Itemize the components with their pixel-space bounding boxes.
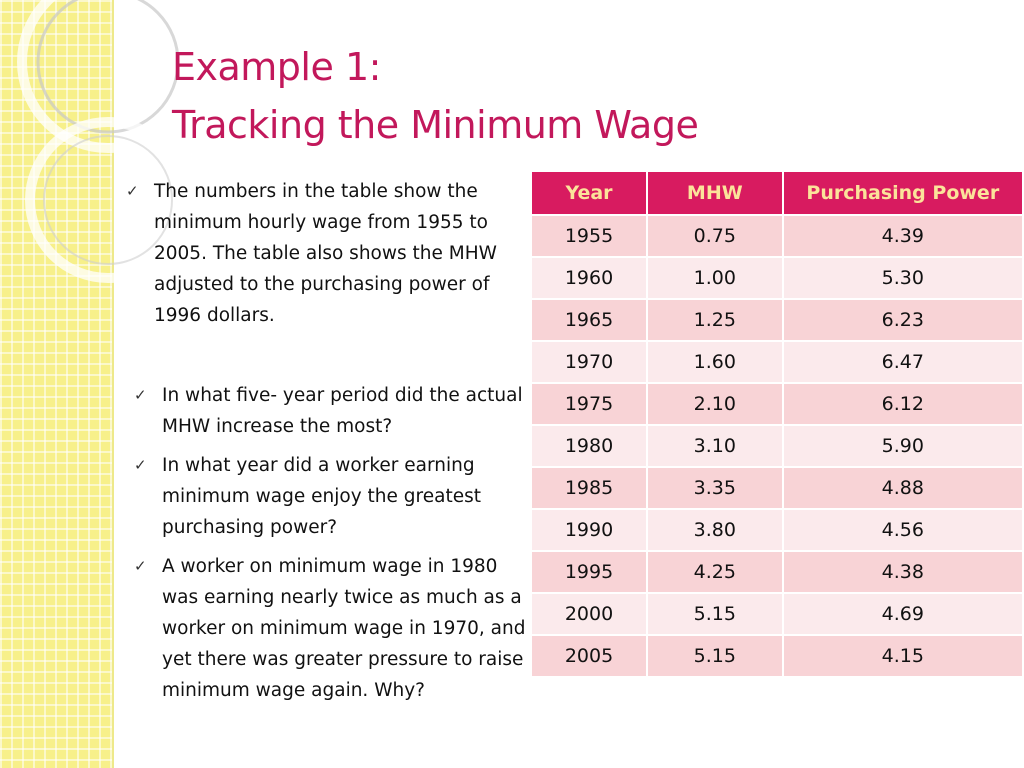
cell-mhw: 3.35 [647, 467, 783, 509]
cell-purchasing-power: 6.47 [783, 341, 1023, 383]
cell-purchasing-power: 6.23 [783, 299, 1023, 341]
intro-bullet-text: The numbers in the table show the minimum hourly wage from 1955 to 2005. The table also shows the MHW adjusted to the purchasing power of 1996 dollars. [154, 181, 497, 326]
cell-mhw: 5.15 [647, 635, 783, 677]
table-row [531, 593, 1023, 635]
slide-title-line-2: Tracking the Minimum Wage [172, 103, 699, 147]
slide-title-line-1: Example 1: [172, 45, 381, 89]
cell-year: 1985 [531, 467, 647, 509]
cell-year: 1965 [531, 299, 647, 341]
table-row [531, 509, 1023, 551]
question-bullet-text: In what five- year period did the actual MHW increase the most? [162, 385, 523, 437]
cell-purchasing-power: 4.39 [783, 215, 1023, 257]
decorative-ring-inner [38, 0, 178, 132]
question-bullet [134, 450, 526, 543]
check-mark-icon: ✓ [134, 557, 147, 575]
cell-mhw: 0.75 [647, 215, 783, 257]
question-bullet-list [134, 380, 526, 714]
table-row [531, 425, 1023, 467]
cell-purchasing-power: 5.30 [783, 257, 1023, 299]
slide-title [172, 38, 698, 154]
intro-bullet [126, 176, 522, 331]
cell-purchasing-power: 4.56 [783, 509, 1023, 551]
cell-purchasing-power: 4.88 [783, 467, 1023, 509]
question-bullet-text: In what year did a worker earning minimum wage enjoy the greatest purchasing power? [162, 455, 481, 538]
cell-mhw: 1.00 [647, 257, 783, 299]
cell-purchasing-power: 4.15 [783, 635, 1023, 677]
cell-year: 2005 [531, 635, 647, 677]
cell-purchasing-power: 4.38 [783, 551, 1023, 593]
cell-mhw: 4.25 [647, 551, 783, 593]
table-row [531, 635, 1023, 677]
cell-mhw: 3.10 [647, 425, 783, 467]
header-purchasing-power: Purchasing Power [783, 171, 1023, 215]
check-mark-icon: ✓ [126, 182, 139, 200]
cell-year: 2000 [531, 593, 647, 635]
cell-year: 1975 [531, 383, 647, 425]
minimum-wage-table [530, 170, 1024, 678]
table-row [531, 341, 1023, 383]
header-mhw: MHW [647, 171, 783, 215]
cell-purchasing-power: 5.90 [783, 425, 1023, 467]
cell-mhw: 1.60 [647, 341, 783, 383]
table-row [531, 215, 1023, 257]
table-row [531, 467, 1023, 509]
cell-year: 1955 [531, 215, 647, 257]
cell-mhw: 3.80 [647, 509, 783, 551]
table-row [531, 299, 1023, 341]
cell-year: 1980 [531, 425, 647, 467]
cell-year: 1970 [531, 341, 647, 383]
header-year: Year [531, 171, 647, 215]
question-bullet [134, 380, 526, 442]
check-mark-icon: ✓ [134, 386, 147, 404]
table-header-row [531, 171, 1023, 215]
question-bullet [134, 551, 526, 706]
cell-purchasing-power: 4.69 [783, 593, 1023, 635]
check-mark-icon: ✓ [134, 456, 147, 474]
cell-year: 1990 [531, 509, 647, 551]
cell-purchasing-power: 6.12 [783, 383, 1023, 425]
table-row [531, 383, 1023, 425]
question-bullet-text: A worker on minimum wage in 1980 was earning nearly twice as much as a worker on minimum wage in 1970, and yet there was greater pressure to raise minimum wage again. Why? [162, 556, 526, 701]
cell-year: 1960 [531, 257, 647, 299]
cell-mhw: 5.15 [647, 593, 783, 635]
cell-mhw: 1.25 [647, 299, 783, 341]
cell-year: 1995 [531, 551, 647, 593]
table-row [531, 257, 1023, 299]
intro-bullet-list [126, 176, 522, 339]
cell-mhw: 2.10 [647, 383, 783, 425]
table-row [531, 551, 1023, 593]
